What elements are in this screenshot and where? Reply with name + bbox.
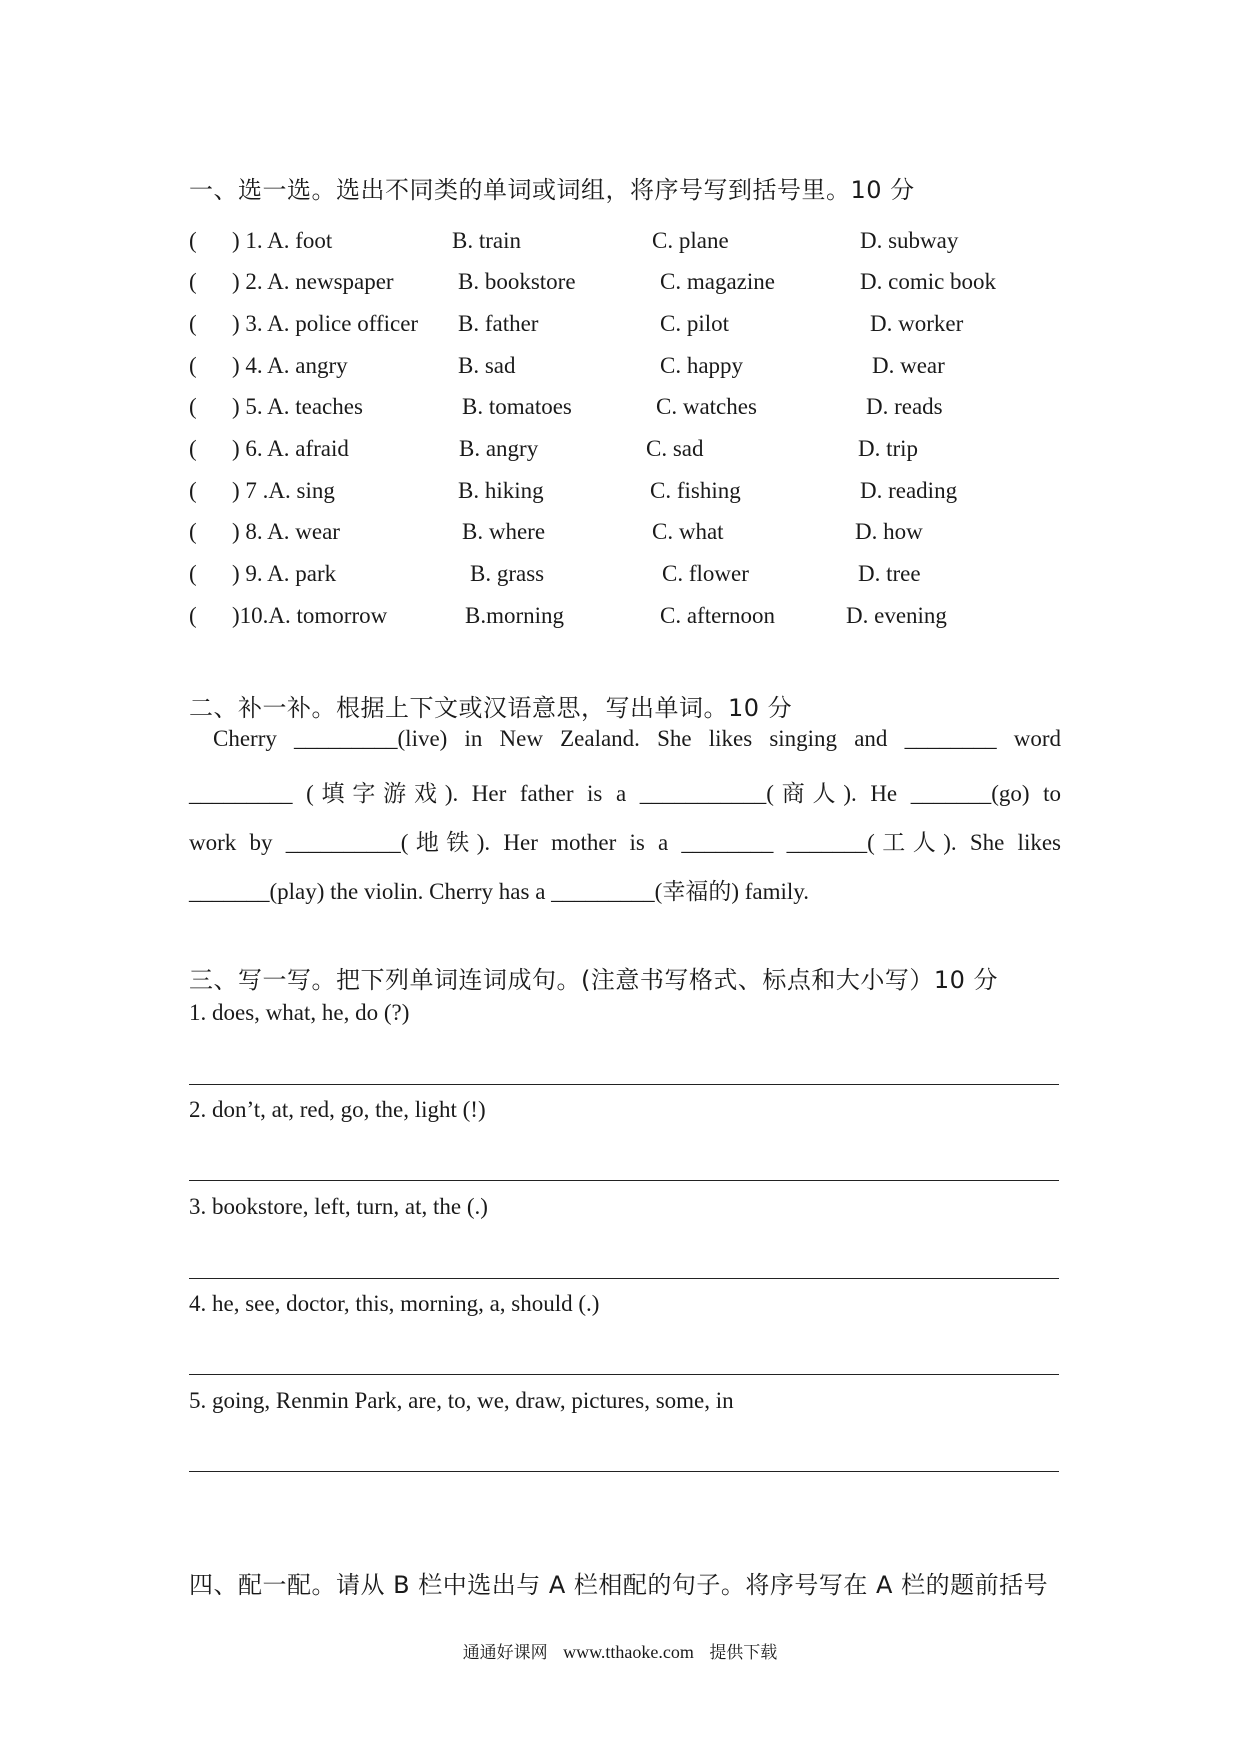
option-a: ) 2. A. newspaper [232,269,394,294]
option-b: B. father [458,311,539,336]
section3-title: 三、写一写。把下列单词连词成句。(注意书写格式、标点和大小写）10 分 [189,966,999,994]
cloze-line: _______(play) the violin. Cherry has a _________(幸福的) family. [189,879,810,904]
option-a: ) 3. A. police officer [232,311,419,336]
answer-bracket[interactable]: ( [189,519,197,544]
cloze-line: Cherry _________(live) in New Zealand. She likes singing and ________ word [213,726,1061,751]
sentence-prompt: 4. he, see, doctor, this, morning, a, should (.) [189,1291,600,1316]
answer-bracket[interactable]: ( [189,436,197,461]
option-d: D. wear [872,353,945,378]
answer-bracket[interactable]: ( [189,561,197,586]
option-c: C. happy [660,353,744,378]
option-b: B. angry [459,436,539,461]
option-a: )10.A. tomorrow [232,603,388,628]
option-c: C. watches [656,394,757,419]
option-b: B. where [462,519,546,544]
option-a: ) 7 .A. sing [232,478,335,503]
answer-bracket[interactable]: ( [189,353,197,378]
option-c: C. fishing [650,478,741,503]
answer-bracket[interactable]: ( [189,269,197,294]
option-c: C. plane [652,228,729,253]
answer-bracket[interactable]: ( [189,603,197,628]
sentence-prompt: 2. don’t, at, red, go, the, light (!) [189,1097,486,1122]
footer-site: 通通好课网 [462,1643,548,1663]
option-b: B.morning [465,603,565,628]
answer-line[interactable] [189,1374,1059,1375]
option-c: C. sad [646,436,704,461]
section1-title: 一、选一选。选出不同类的单词或词组，将序号写到括号里。10 分 [189,176,915,204]
section2-title: 二、补一补。根据上下文或汉语意思，写出单词。10 分 [189,694,793,722]
option-d: D. tree [858,561,921,586]
section4-title: 四、配一配。请从 B 栏中选出与 A 栏相配的句子。将序号写在 A 栏的题前括号 [189,1571,1049,1599]
option-c: C. magazine [660,269,775,294]
option-a: ) 9. A. park [232,561,337,586]
option-d: D. subway [860,228,959,253]
answer-line[interactable] [189,1084,1059,1085]
option-d: D. reading [860,478,958,503]
option-b: B. hiking [458,478,544,503]
option-a: ) 5. A. teaches [232,394,363,419]
answer-bracket[interactable]: ( [189,311,197,336]
option-b: B. sad [458,353,516,378]
option-b: B. train [452,228,521,253]
answer-line[interactable] [189,1278,1059,1279]
sentence-prompt: 3. bookstore, left, turn, at, the (.) [189,1194,488,1219]
footer-tail: 提供下载 [709,1643,778,1663]
option-c: C. pilot [660,311,730,336]
answer-bracket[interactable]: ( [189,228,197,253]
footer [0,1638,1240,1663]
option-d: D. worker [870,311,964,336]
footer-url[interactable]: www.tthaoke.com [563,1642,694,1662]
option-b: B. tomatoes [462,394,572,419]
option-a: ) 6. A. afraid [232,436,349,461]
option-a: ) 8. A. wear [232,519,340,544]
option-a: ) 1. A. foot [232,228,333,253]
option-d: D. comic book [860,269,997,294]
answer-line[interactable] [189,1180,1059,1181]
option-b: B. bookstore [458,269,576,294]
cloze-line: _________ (填字游戏). Her father is a ___________(商人). He _______(go) to [189,781,1061,806]
sentence-prompt: 1. does, what, he, do (?) [189,1000,410,1025]
option-a: ) 4. A. angry [232,353,348,378]
cloze-line: work by __________(地铁). Her mother is a ________ _______(工人). She likes [189,830,1061,855]
answer-bracket[interactable]: ( [189,478,197,503]
option-d: D. reads [866,394,943,419]
option-d: D. evening [846,603,947,628]
option-d: D. how [855,519,923,544]
option-c: C. afternoon [660,603,775,628]
answer-line[interactable] [189,1471,1059,1472]
answer-bracket[interactable]: ( [189,394,197,419]
sentence-prompt: 5. going, Renmin Park, are, to, we, draw, pictures, some, in [189,1388,734,1413]
option-c: C. what [652,519,724,544]
option-c: C. flower [662,561,749,586]
option-b: B. grass [470,561,545,586]
option-d: D. trip [858,436,919,461]
